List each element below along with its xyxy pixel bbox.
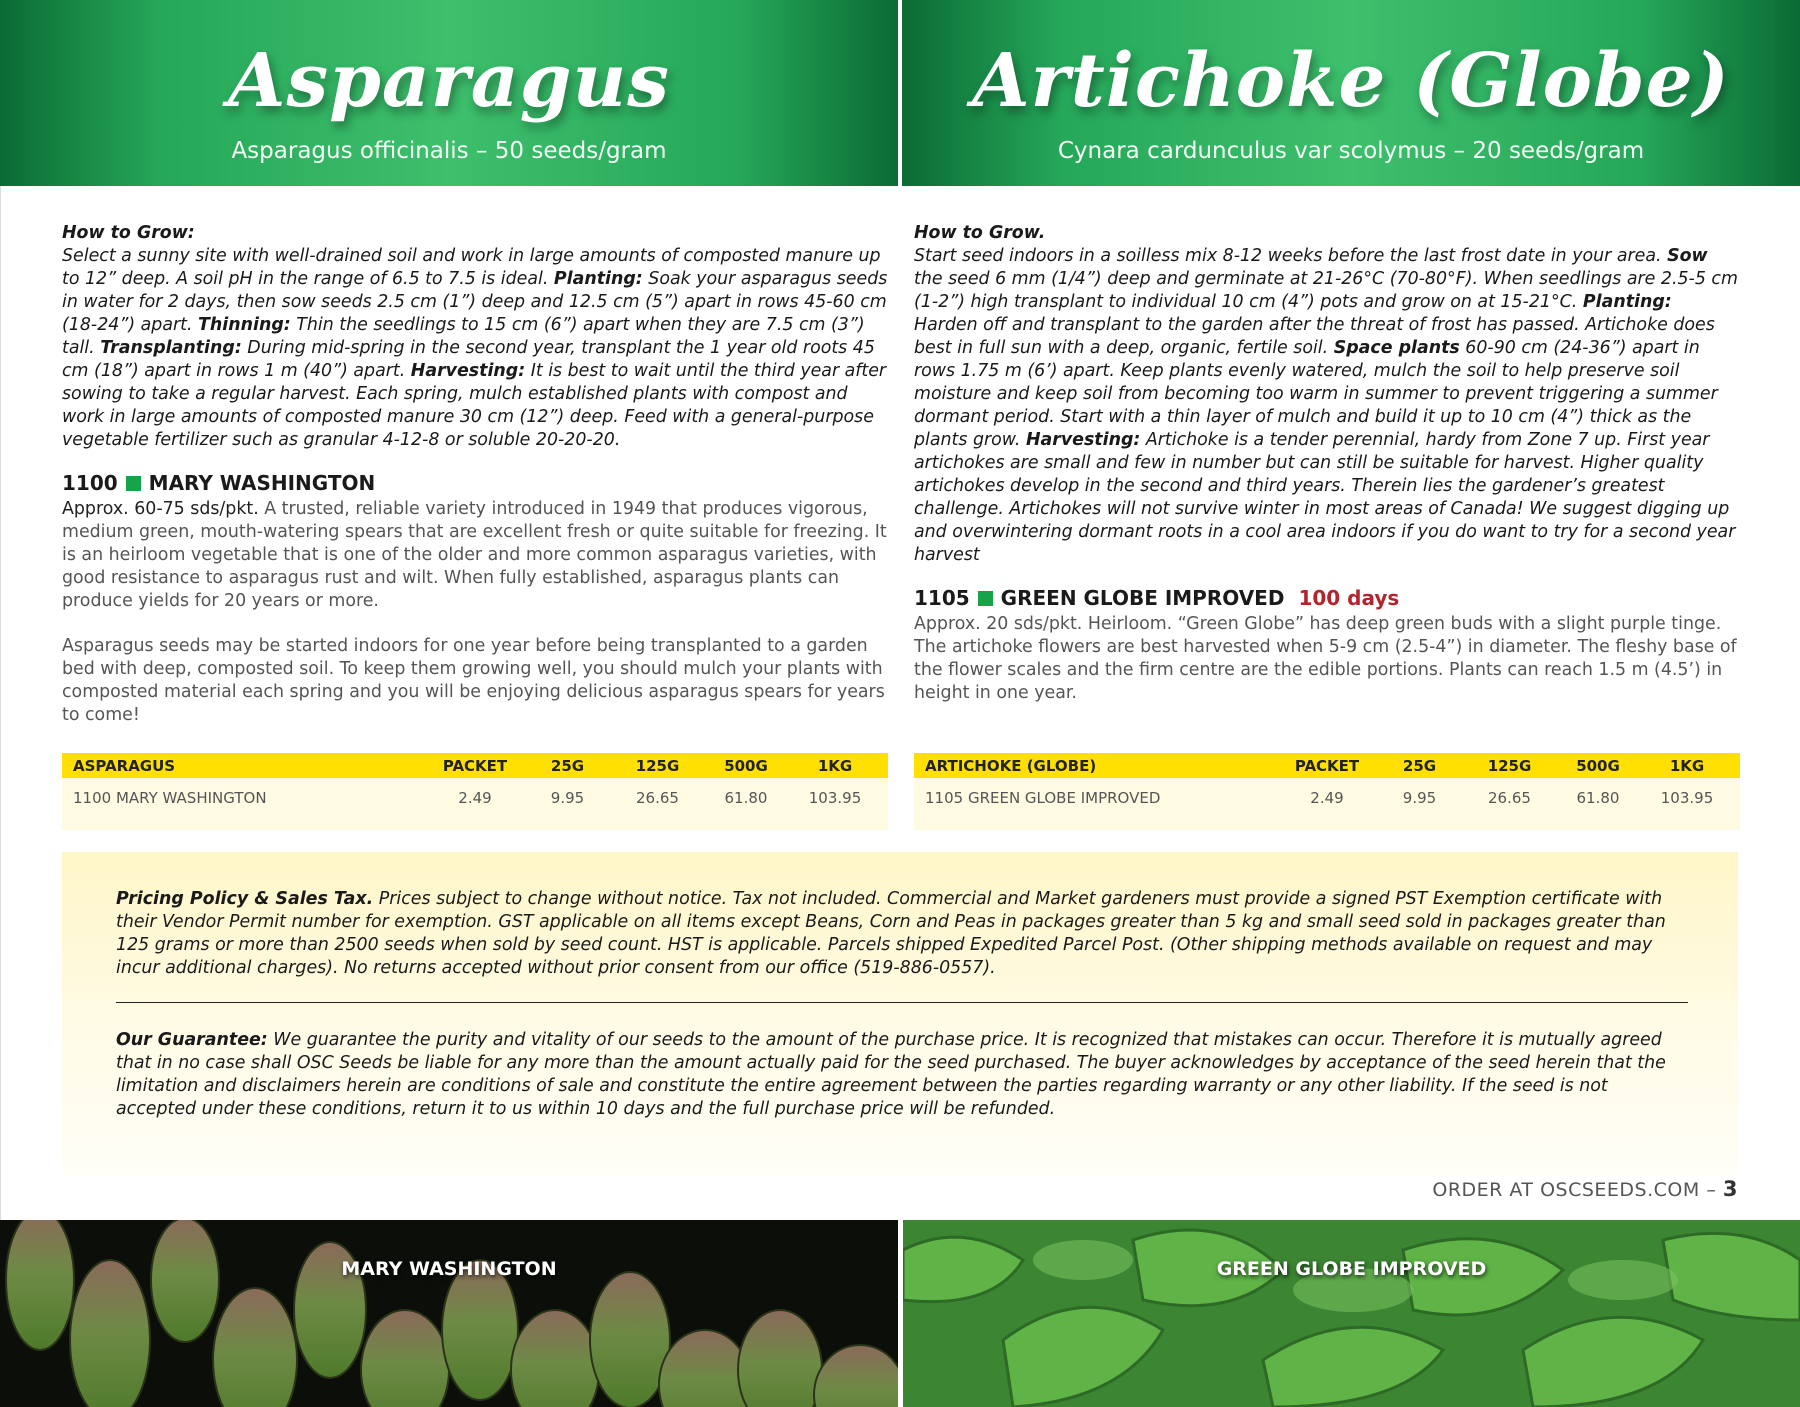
keyword-label: Harvesting: bbox=[1025, 430, 1141, 450]
header-cell: PACKET bbox=[1294, 756, 1360, 775]
artichoke-title: Artichoke (Globe) bbox=[972, 38, 1730, 124]
green-square-icon bbox=[126, 476, 141, 491]
footer-separator: – bbox=[1699, 1179, 1723, 1201]
table-row bbox=[62, 778, 888, 818]
instruction-text: Artichoke is a tender perennial, hardy from Zone 7 up. First year artichokes are small and few in number but can still be suitable for harvest. Higher quality artichokes develop in the second and third years. Therein lies the gardener’s greatest challenge. Artichokes will not survive winter in most areas of Canada! We suggest digging up and overwintering dormant roots in a cool area indoors if you do want to try for a second year harvest bbox=[914, 430, 1736, 565]
instruction-text: the seed 6 mm (1/4”) deep and germinate at 21-26°C (70-80°F). When seedlings are 2.5-5 cm (1-2”) high transplant to individual 10 cm (4”) pots and grow on at 15-21°C. bbox=[914, 269, 1738, 312]
keyword-label: Planting: bbox=[553, 269, 643, 289]
instruction-text: Harden off and transplant to the garden after the threat of frost has passed. Artichoke does best in full sun with a deep, organic, fertile soil. bbox=[914, 315, 1715, 358]
guarantee bbox=[116, 1029, 1688, 1121]
asparagus-price-table bbox=[62, 753, 888, 830]
keyword-label: Space plants bbox=[1333, 338, 1460, 358]
green-square-icon bbox=[978, 591, 993, 606]
header-cell: PACKET bbox=[442, 756, 508, 775]
instruction-text: 60-90 cm (24-36”) apart in rows 1.75 m (6’) apart. Keep plants evenly watered, mulch the soil to help preserve soil moisture and keep soil from becoming too warm in summer to prevent triggering a summer dormant period. Start with a thin layer of mulch and build it up to 10 cm (4”) thick as the plants grow. bbox=[914, 338, 1718, 450]
artichoke-column bbox=[914, 222, 1740, 705]
instruction-text: Soak your asparagus seeds in water for 2 days, then sow seeds 2.5 cm (1”) deep and 12.5 cm (5”) apart in rows 45-60 cm (18-24”) apart. bbox=[62, 269, 888, 335]
instruction-text: Start seed indoors in a soilless mix 8-12 weeks before the last frost date in your area. bbox=[914, 246, 1668, 266]
asparagus-extra-note: Asparagus seeds may be started indoors for one year before being transplanted to a garden bed with deep, composted soil. To keep them growing well, you should mulch your plants with composted material each spring and you will be enjoying delicious asparagus spears for years to come! bbox=[62, 636, 885, 725]
table-header bbox=[914, 753, 1740, 778]
guarantee-label: Our Guarantee: bbox=[116, 1030, 268, 1050]
asparagus-how-to-grow bbox=[62, 222, 888, 452]
table-cell: 1105 GREEN GLOBE IMPROVED bbox=[925, 789, 1161, 807]
variety-heading bbox=[914, 585, 1740, 611]
pricing-policy bbox=[116, 888, 1688, 980]
table-cell: 9.95 bbox=[550, 789, 585, 807]
instruction-text: Select a sunny site with well-drained soil and work in large amounts of composted manure up to 12” deep. A soil pH in the range of 6.5 to 7.5 is ideal. bbox=[62, 246, 881, 289]
instruction-text: It is best to wait until the third year after sowing to take a regular harvest. Each spring, mulch established plants with compost and work in large amounts of composted manure 30 cm (12”) deep. Feed with a general-purpose vegetable fertilizer such as granular 4-12-8 or soluble 20-20-20. bbox=[62, 361, 887, 450]
order-footer bbox=[1432, 1176, 1738, 1203]
variety-name: GREEN GLOBE IMPROVED bbox=[1000, 586, 1285, 610]
page-number: 3 bbox=[1722, 1177, 1738, 1201]
pricing-policy-label: Pricing Policy & Sales Tax. bbox=[116, 889, 374, 909]
variety-description: Approx. 20 sds/pkt. Heirloom. “Green Globe” has deep green buds with a slight purple tinge. The artichoke flowers are best harvested when 5-9 cm (2.5-4”) in diameter. The fleshy base of the flower scales and the firm centre are the edible portions. Plants can reach 1.5 m (4.5’) in height in one year. bbox=[914, 614, 1737, 703]
table-cell: 2.49 bbox=[458, 789, 492, 807]
keyword-label: Sow bbox=[1667, 246, 1708, 266]
policy-box bbox=[62, 852, 1738, 1177]
header-cell: ARTICHOKE (GLOBE) bbox=[925, 756, 1097, 775]
instruction-text: During mid-spring in the second year, transplant the 1 year old roots 45 cm (18”) apart in rows 1 m (40”) apart. bbox=[62, 338, 875, 381]
table-cell: 26.65 bbox=[1488, 789, 1531, 807]
table-cell: 26.65 bbox=[636, 789, 679, 807]
pricing-policy-text: Prices subject to change without notice. Tax not included. Commercial and Market gardeners must provide a signed PST Exemption certificate with their Vendor Permit number for exemption. GST applicable on all items except Beans, Corn and Peas in packages greater than 5 kg and small seed sold in packages greater than 125 grams or more than 2500 seeds when sold by seed count. HST is applicable. Parcels shipped Expedited Parcel Post. (Other shipping methods available on request and may incur additional charges). No returns accepted without prior consent from our office (519-886-0557). bbox=[116, 889, 1666, 978]
variety-description bbox=[62, 498, 888, 613]
asparagus-header bbox=[0, 0, 898, 186]
asparagus-photo bbox=[0, 1220, 898, 1407]
how-to-grow-text bbox=[62, 246, 887, 450]
policy-content bbox=[116, 888, 1688, 1121]
table-cell: 2.49 bbox=[1310, 789, 1344, 807]
asparagus-title: Asparagus bbox=[228, 38, 670, 124]
artichoke-subtitle: Cynara cardunculus var scolymus – 20 seeds/gram bbox=[1057, 138, 1645, 164]
header-cell: 1KG bbox=[817, 756, 853, 775]
keyword-label: Thinning: bbox=[198, 315, 291, 335]
variety-desc: A trusted, reliable variety introduced in 1949 that produces vigorous, medium green, mouth-watering spears that are excellent fresh or quite suitable for freezing. It is an heirloom vegetable that is one of the older and more common asparagus varieties, with good resistance to asparagus rust and wilt. When fully established, asparagus plants can produce yields for 20 years or more. bbox=[62, 499, 887, 611]
photo-caption: MARY WASHINGTON bbox=[341, 1258, 557, 1280]
variety-code: 1100 bbox=[62, 471, 118, 495]
table-cell: 103.95 bbox=[808, 789, 862, 807]
variety-code: 1105 bbox=[914, 586, 970, 610]
artichoke-header bbox=[902, 0, 1800, 186]
keyword-label: Transplanting: bbox=[100, 338, 242, 358]
guarantee-text: We guarantee the purity and vitality of our seeds to the amount of the purchase price. It is recognized that mistakes can occur. Therefore it is mutually agreed that in no case shall OSC Seeds be liable for any more than the amount actually paid for the seed purchased. The buyer acknowledges by acceptance of the seed herein that the limitation and disclaimers herein are conditions of sale and constitute the entire agreement between the parties regarding warranty or any other liability. If the seed is not accepted under these conditions, return it to us within 10 days and the full purchase price will be refunded. bbox=[116, 1030, 1666, 1119]
photo-caption: GREEN GLOBE IMPROVED bbox=[1216, 1258, 1487, 1280]
order-link-text[interactable]: ORDER AT OSCSEEDS.COM bbox=[1432, 1179, 1700, 1201]
header-cell: 125G bbox=[1487, 756, 1532, 775]
header-cell: 25G bbox=[1402, 756, 1437, 775]
header-cell: ASPARAGUS bbox=[73, 756, 176, 775]
keyword-label: Harvesting: bbox=[410, 361, 526, 381]
header-cell: 500G bbox=[724, 756, 768, 775]
how-to-grow-text bbox=[914, 246, 1738, 565]
header-cell: 500G bbox=[1576, 756, 1620, 775]
page-edge bbox=[0, 186, 1, 1220]
artichoke-leaves-image bbox=[903, 1220, 1800, 1407]
asparagus-subtitle: Asparagus officinalis – 50 seeds/gram bbox=[231, 138, 667, 164]
variety-name: MARY WASHINGTON bbox=[148, 471, 376, 495]
artichoke-price-table bbox=[914, 753, 1740, 830]
table-header bbox=[62, 753, 888, 778]
header-cell: 125G bbox=[635, 756, 680, 775]
header-cell: 25G bbox=[550, 756, 585, 775]
table-cell: 1100 MARY WASHINGTON bbox=[73, 789, 267, 807]
how-to-grow-label: How to Grow. bbox=[914, 223, 1046, 243]
table-cell: 9.95 bbox=[1402, 789, 1437, 807]
divider bbox=[116, 1002, 1688, 1003]
table-cell: 103.95 bbox=[1660, 789, 1714, 807]
instruction-text: Thin the seedlings to 15 cm (6”) apart when they are 7.5 cm (3”) tall. bbox=[62, 315, 865, 358]
header-cell: 1KG bbox=[1669, 756, 1705, 775]
table-cell: 61.80 bbox=[1576, 789, 1620, 807]
artichoke-photo bbox=[903, 1220, 1800, 1407]
how-to-grow-label: How to Grow: bbox=[62, 223, 195, 243]
artichoke-how-to-grow bbox=[914, 222, 1740, 567]
variety-heading bbox=[62, 470, 888, 496]
asparagus-column bbox=[62, 222, 888, 727]
table-cell: 61.80 bbox=[724, 789, 768, 807]
asparagus-spears-image bbox=[0, 1220, 898, 1407]
variety-approx: Approx. 60-75 sds/pkt. bbox=[62, 499, 259, 519]
variety-days: 100 days bbox=[1298, 586, 1400, 610]
keyword-label: Planting: bbox=[1582, 292, 1672, 312]
table-row bbox=[914, 778, 1740, 818]
